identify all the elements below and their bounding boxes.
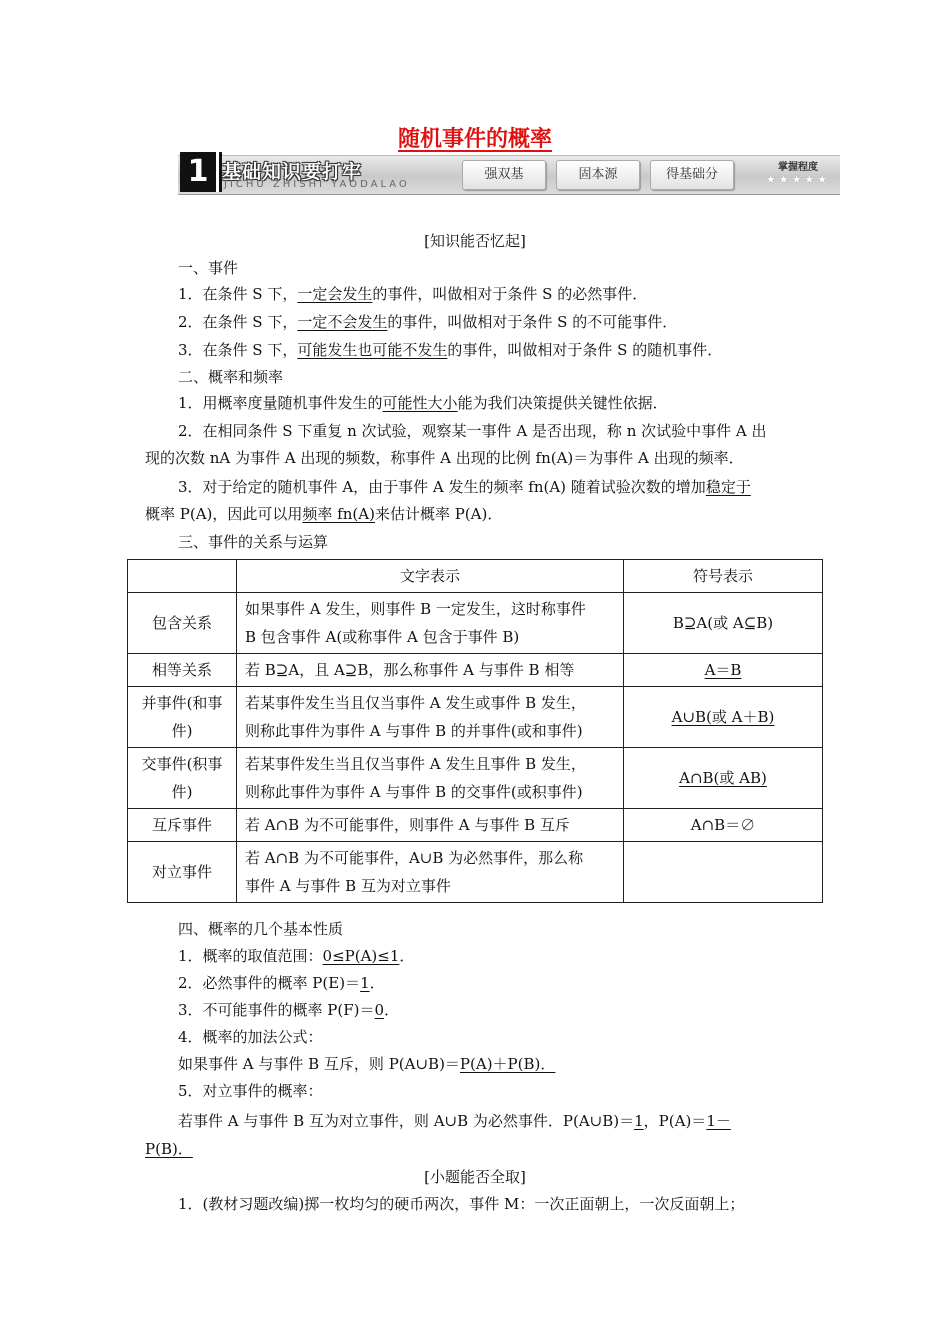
mastery-indicator bbox=[758, 158, 838, 192]
mastery-stars-icon: ★★★★★ bbox=[765, 173, 831, 186]
table-row bbox=[128, 809, 823, 842]
banner-heading: 基础知识要打牢 bbox=[222, 161, 363, 183]
relation-name: 互斥事件 bbox=[128, 809, 237, 842]
relation-name: 对立事件 bbox=[128, 842, 237, 903]
relation-name: 交事件(积事件) bbox=[128, 748, 237, 809]
section-banner bbox=[178, 152, 840, 194]
prob-freq-item-3-line-2: 概率 P(A)，因此可以用频率 fn(A)来估计概率 P(A)． bbox=[145, 505, 503, 523]
relation-name: 包含关系 bbox=[128, 593, 237, 654]
relation-symbol bbox=[624, 842, 823, 903]
property-5-formula-cont: P(B)． bbox=[145, 1140, 193, 1158]
property-5-formula: 若事件 A 与事件 B 互为对立事件，则 A∪B 为必然事件．P(A∪B)＝1，P(A)＝1－ bbox=[178, 1112, 731, 1130]
banner-pinyin: JICHU ZHISHI YAODALAO bbox=[224, 179, 410, 190]
banner-button-gubenyuan[interactable]: 固本源 bbox=[556, 160, 640, 190]
events-heading: 一、事件 bbox=[178, 259, 239, 277]
prob-freq-item-2-line-2: 现的次数 nA 为事件 A 出现的频数，称事件 A 出现的比例 fn(A)＝为事件 A 出现的频率． bbox=[145, 449, 744, 467]
relation-text: 若 B⊇A，且 A⊇B，那么称事件 A 与事件 B 相等 bbox=[237, 654, 624, 687]
relations-heading: 三、事件的关系与运算 bbox=[178, 533, 329, 551]
table-row bbox=[128, 593, 823, 654]
table-header-row bbox=[128, 560, 823, 593]
question-1: 1．(教材习题改编)掷一枚均匀的硬币两次，事件 M：一次正面朝上，一次反面朝上； bbox=[178, 1195, 745, 1213]
banner-button-dejichufen[interactable]: 得基础分 bbox=[650, 160, 734, 190]
table-row bbox=[128, 842, 823, 903]
section-header-exercises: [小题能否全取] bbox=[424, 1168, 526, 1186]
table-header-empty bbox=[128, 560, 237, 593]
relation-symbol: B⊇A(或 A⊆B) bbox=[624, 593, 823, 654]
property-1: 1．概率的取值范围：0≤P(A)≤1． bbox=[178, 947, 415, 965]
properties-heading: 四、概率的几个基本性质 bbox=[178, 920, 344, 938]
relation-text: 若 A∩B 为不可能事件，A∪B 为必然事件，那么称 事件 A 与事件 B 互为对立事件 bbox=[237, 842, 624, 903]
property-5: 5．对立事件的概率： bbox=[178, 1082, 323, 1100]
relation-name: 相等关系 bbox=[128, 654, 237, 687]
relation-symbol: A∩B(或 AB) bbox=[624, 748, 823, 809]
relations-table bbox=[127, 559, 823, 903]
prob-freq-heading: 二、概率和频率 bbox=[178, 368, 284, 386]
banner-number: 1 bbox=[180, 152, 219, 192]
property-2: 2．必然事件的概率 P(E)＝1． bbox=[178, 974, 385, 992]
relation-symbol: A∩B＝∅ bbox=[624, 809, 823, 842]
property-4: 4．概率的加法公式： bbox=[178, 1028, 323, 1046]
table-row bbox=[128, 687, 823, 748]
banner-button-qiangshuangji[interactable]: 强双基 bbox=[462, 160, 546, 190]
relation-name: 并事件(和事件) bbox=[128, 687, 237, 748]
section-header-knowledge: [知识能否忆起] bbox=[424, 232, 526, 250]
table-header-text: 文字表示 bbox=[237, 560, 624, 593]
events-item-3: 3．在条件 S 下，可能发生也可能不发生的事件，叫做相对于条件 S 的随机事件． bbox=[178, 341, 723, 359]
relation-symbol: A＝B bbox=[624, 654, 823, 687]
relation-text: 若某事件发生当且仅当事件 A 发生或事件 B 发生， 则称此事件为事件 A 与事件 B 的并事件(或和事件) bbox=[237, 687, 624, 748]
events-item-2: 2．在条件 S 下，一定不会发生的事件，叫做相对于条件 S 的不可能事件． bbox=[178, 313, 678, 331]
property-3: 3．不可能事件的概率 P(F)＝0． bbox=[178, 1001, 400, 1019]
relation-text: 若 A∩B 为不可能事件，则事件 A 与事件 B 互斥 bbox=[237, 809, 624, 842]
prob-freq-item-3-line-1: 3．对于给定的随机事件 A，由于事件 A 发生的频率 fn(A) 随着试验次数的增加稳定于 bbox=[178, 478, 751, 496]
prob-freq-item-2-line-1: 2．在相同条件 S 下重复 n 次试验，观察某一事件 A 是否出现，称 n 次试验中事件 A 出 bbox=[178, 422, 767, 440]
prob-freq-item-1: 1．用概率度量随机事件发生的可能性大小能为我们决策提供关键性依据． bbox=[178, 394, 668, 412]
table-header-symbol: 符号表示 bbox=[624, 560, 823, 593]
relation-text: 若某事件发生当且仅当事件 A 发生且事件 B 发生， 则称此事件为事件 A 与事件 B 的交事件(或积事件) bbox=[237, 748, 624, 809]
events-item-1: 1．在条件 S 下，一定会发生的事件，叫做相对于条件 S 的必然事件． bbox=[178, 285, 648, 303]
page-title: 随机事件的概率 bbox=[397, 127, 552, 152]
property-4-formula: 如果事件 A 与事件 B 互斥，则 P(A∪B)＝P(A)＋P(B)． bbox=[178, 1055, 556, 1073]
table-row bbox=[128, 654, 823, 687]
mastery-label: 掌握程度 bbox=[778, 162, 818, 173]
relation-text: 如果事件 A 发生，则事件 B 一定发生，这时称事件 B 包含事件 A(或称事件 A 包含于事件 B) bbox=[237, 593, 624, 654]
relation-symbol: A∪B(或 A＋B) bbox=[624, 687, 823, 748]
table-row bbox=[128, 748, 823, 809]
